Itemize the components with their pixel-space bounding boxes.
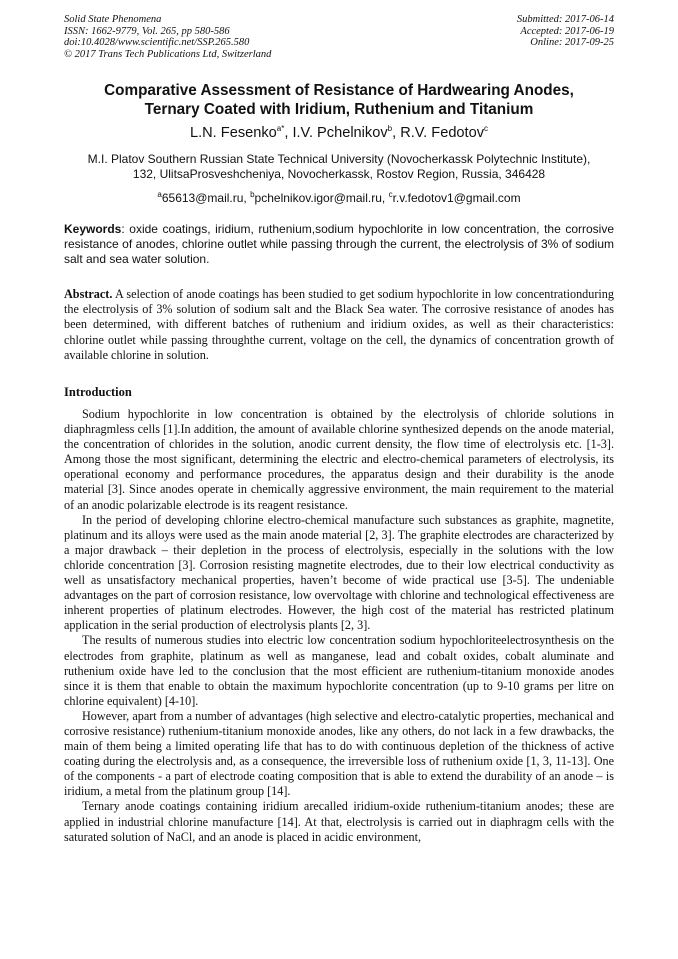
email-c-sup: c: [388, 190, 393, 199]
submitted-date: Submitted: 2017-06-14: [516, 14, 614, 25]
affiliation: [64, 152, 614, 182]
author-list: L.N. Fesenko$^{a*}$, I.V. Pchelnikov$^b$, R.V. Fedotov$^c$: [189, 124, 489, 141]
author-1-sup: a*: [276, 124, 285, 134]
paragraph: In the period of developing chlorine electro-chemical manufacture such substances as graphite, magnetite, platinum and its alloys were used as the main anode material [2, 3]. The graphite electrodes are characterized by a major drawback – their depletion in the process of electrolysis, especially in the solutions with the low chloride concentration [3]. Corrosion resisting magnetite electrodes, due to their low electrical conductivity as well as unsatisfactory mechanical properties, haven’t become of wide practical use [3-5]. The undeniable advantages on the part of corrosion resistance, low overvoltage with chlorine and technological effectiveness are inherent properties of platinum electrodes. However, the high cost of the material has restricted platinum application in the serial production of electrolysis plants [2, 3].: [64, 512, 614, 633]
journal-name: Solid State Phenomena: [64, 14, 162, 25]
author-3: R.V. Fedotov: [400, 125, 485, 141]
introduction-body: [64, 407, 614, 845]
doi-line: doi:10.4028/www.scientific.net/SSP.265.580: [64, 37, 250, 48]
title-block: [64, 81, 614, 206]
author-emails: [64, 191, 614, 206]
journal-info: [64, 14, 271, 60]
paragraph: However, apart from a number of advantages (high selective and electro-catalytic properties, mechanical and corrosive resistance) ruthenium-titanium monoxide anodes, like any others, do not lack in a few drawbacks, the main of them being a limited operating life that has to do with continuous depletion of the thickness of active coating during the electrolysis and, as a consequence, the irreversible loss of ruthenium oxide [1, 3, 11-13]. One of the components - a part of electrode coating composition that is able to extend the durability of an anode – is iridium, a metal from the platinum group [14].: [64, 708, 614, 799]
journal-header: [64, 14, 614, 60]
abstract-label: Abstract.: [64, 287, 113, 301]
title-line-2: Ternary Coated with Iridium, Ruthenium and Titanium: [144, 101, 534, 118]
affiliation-line-1: M.I. Platov Southern Russian State Technical University (Novocherkassk Polytechnic Institute),: [87, 152, 591, 166]
email-a-sup: a: [157, 190, 162, 199]
copyright-line: © 2017 Trans Tech Publications Ltd, Switzerland: [64, 48, 272, 60]
keywords-label: Keywords: [64, 222, 122, 236]
paragraph: The results of numerous studies into electric low concentration sodium hypochloriteelectrosynthesis on the electrodes from graphite, platinum as well as manganese, lead and cobalt oxides, cobalt aluminate and ruthenium oxide have led to the conclusion that the most efficient are ruthenium-titanium monoxide anodes since it is them that enable to obtain the maximum hypochlorite concentration (up to 9-10 grams per litre on chlorine equivalent) [4-10].: [64, 633, 614, 708]
accepted-date: Accepted: 2017-06-19: [520, 25, 614, 37]
keywords-text: : oxide coatings, iridium, ruthenium,sodium hypochlorite in low concentration, the corrosive resistance of anodes, chlorine outlet while passing through the current, the electrolysis of 3% of sodium salt and sea water solution.: [64, 222, 614, 266]
abstract-text: A selection of anode coatings has been studied to get sodium hypochlorite in low concentrationduring the electrolysis of 3% solution of sodium salt and the Black Sea water. The corrosive resistance of anodes has been determined, with different batches of ruthenium and iridium oxides, as well as their characteristics: chlorine outlet while passing throughthe current, voltage on the cell, the dynamics of concentration growth of available chlorine in solution.: [64, 287, 614, 362]
author-2: I.V. Pchelnikov: [292, 125, 388, 141]
online-date: Online: 2017-09-25: [530, 37, 614, 48]
email-b-sup: b: [250, 190, 255, 199]
email-c: r.v.fedotov1@gmail.com: [392, 191, 521, 205]
email-b: pchelnikov.igor@mail.ru,: [254, 191, 389, 205]
paragraph: Sodium hypochlorite in low concentration is obtained by the electrolysis of chloride solutions in diaphragmless cells [1].In addition, the amount of available chlorine synthesized depends on the anode material, the concentration of chlorides in the solution, anodic current density, the flow time of electrolysis etc. [1-3]. Among those the most significant, determining the electric and electro-chemical parameters of electrolysis, its operational economy and performance procedures, the apparatus design and their durability is the anode material [3]. Since anodes operate in chemically aggressive environment, the main requirement to the material of an anodic polarizable electrode is its reagent resistance.: [64, 407, 614, 512]
section-heading-introduction: Introduction: [64, 385, 132, 399]
keywords-section: [64, 222, 614, 267]
title-line-1: Comparative Assessment of Resistance of Hardwearing Anodes,: [104, 82, 574, 99]
email-a: 65613@mail.ru,: [161, 191, 251, 205]
paper-title: [64, 81, 614, 119]
submission-dates: [517, 14, 614, 49]
abstract-section: [64, 287, 614, 363]
author-1: L.N. Fesenko: [189, 125, 277, 141]
author-3-sup: c: [484, 124, 489, 134]
author-2-sup: b: [387, 124, 393, 134]
issn-line: ISSN: 1662-9779, Vol. 265, pp 580-586: [64, 25, 230, 37]
paragraph: Ternary anode coatings containing iridium arecalled iridium-oxide ruthenium-titanium anodes; these are applied in industrial chlorine manufacture [14]. At that, electrolysis is carried out in diaphragm cells with the saturated solution of NaCl, and an anode is placed in acidic environment,: [64, 799, 614, 844]
affiliation-line-2: 132, UlitsaProsveshcheniya, Novocherkassk, Rostov Region, Russia, 346428: [132, 167, 546, 181]
